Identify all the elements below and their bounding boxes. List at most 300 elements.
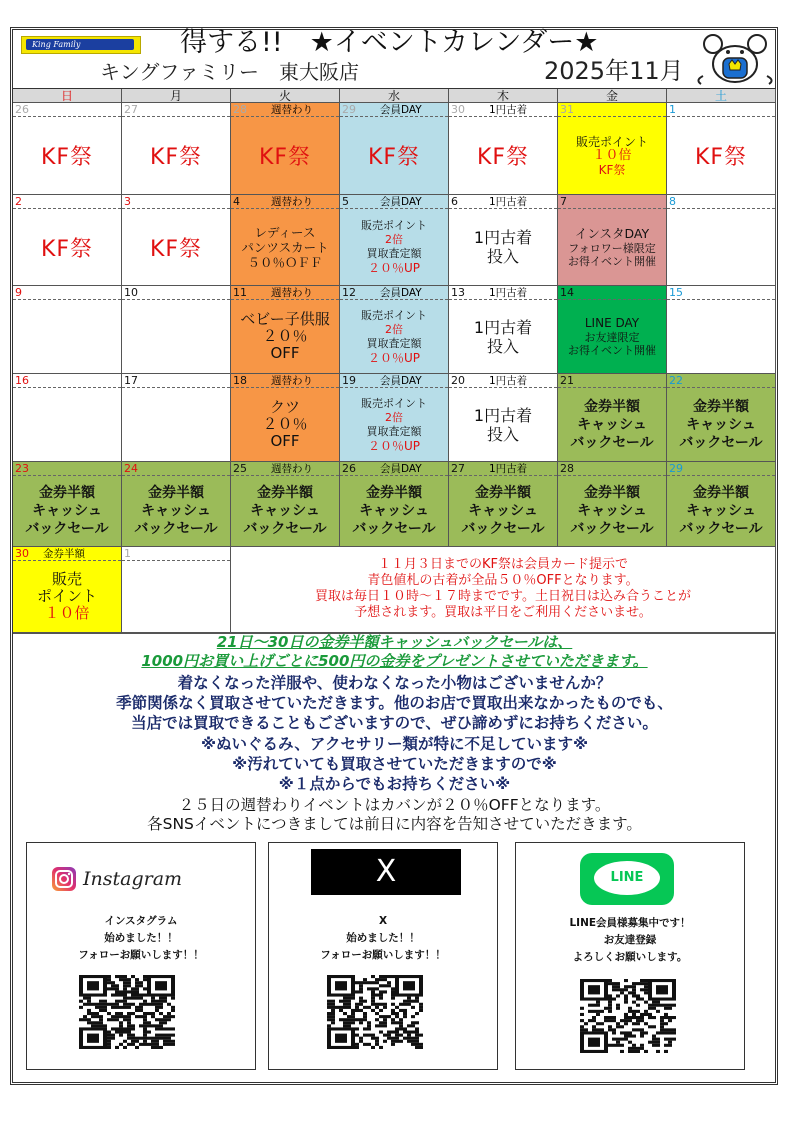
calendar-day-cell <box>13 374 122 462</box>
day-event-text <box>240 311 329 362</box>
event-line: 金券半額 <box>38 485 95 501</box>
day-header <box>231 286 339 300</box>
event-line: キャッシュ <box>686 503 756 519</box>
day-event <box>122 388 230 461</box>
day-header <box>667 103 775 117</box>
day-label: 週替わり <box>271 196 313 208</box>
calendar-day-cell <box>558 195 667 286</box>
instagram-text2: 始めました！！ <box>104 932 178 944</box>
calendar-day-cell <box>122 195 231 286</box>
event-info-line2: 各SNSイベントにつきましては前日に内容を告知させていただきます。 <box>147 815 642 833</box>
instagram-icon <box>49 867 79 891</box>
day-header <box>449 286 557 300</box>
instagram-text1: インスタグラム <box>104 915 178 927</box>
buy-info-line3: 当店では買取できることもございますので、ぜひ諦めずにお持ちください。 <box>131 714 658 732</box>
event-line: ２０％ <box>262 415 308 433</box>
calendar-day-cell <box>231 462 340 547</box>
weekday-header: 水 <box>340 89 449 103</box>
calendar-day-cell <box>122 286 231 374</box>
calendar-day-cell <box>122 103 231 195</box>
event-line: お得イベント開催 <box>568 255 656 268</box>
calendar-day-cell <box>667 374 776 462</box>
day-header <box>558 195 666 209</box>
day-event <box>122 117 230 194</box>
day-event-text <box>576 135 648 177</box>
day-number: 8 <box>669 195 676 208</box>
weekday-header: 日 <box>13 89 122 103</box>
day-header <box>13 195 121 209</box>
event-line: KF祭 <box>598 162 626 177</box>
day-event <box>558 117 666 194</box>
buy-info-line5: ※汚れていても買取させていただきますので※ <box>232 755 557 773</box>
x-logo <box>311 849 461 895</box>
day-number: 31 <box>560 103 574 116</box>
day-event-text <box>477 140 529 171</box>
logo-text: King Family <box>26 39 134 50</box>
event-line: KF祭 <box>694 145 748 170</box>
day-number: 1 <box>124 547 131 560</box>
day-number: 30 <box>15 547 29 560</box>
day-number: 14 <box>560 286 574 299</box>
day-label: 週替わり <box>271 287 313 299</box>
event-line: 販売ポイント <box>361 219 427 232</box>
event-line: バックセール <box>570 434 654 451</box>
day-number: 6 <box>451 195 458 208</box>
calendar-day-cell <box>449 286 558 374</box>
day-header <box>558 103 666 117</box>
day-label: 金券半額 <box>43 548 85 560</box>
event-line: １０倍 <box>44 604 90 622</box>
day-number: 5 <box>342 195 349 208</box>
event-line: KF祭 <box>367 145 421 170</box>
event-line: OFF <box>270 432 300 450</box>
weekday-header: 土 <box>667 89 776 103</box>
day-event-text <box>474 318 532 356</box>
day-label: 週替わり <box>271 463 313 475</box>
day-number: 21 <box>560 374 574 387</box>
event-line: 2倍 <box>385 322 403 336</box>
day-number: 12 <box>342 286 356 299</box>
line-box <box>515 842 745 1070</box>
day-event <box>13 561 121 632</box>
day-event-text <box>679 484 762 538</box>
event-line: インスタDAY <box>574 226 650 241</box>
day-number: 7 <box>560 195 567 208</box>
note-line: 青色値札の古着が全品５０％OFFとなります。 <box>367 573 639 588</box>
day-event <box>449 388 557 461</box>
day-number: 28 <box>233 103 247 116</box>
day-event-text <box>241 225 328 270</box>
event-line: ５０％ＯＦＦ <box>247 254 323 270</box>
day-label: 会員DAY <box>380 287 422 299</box>
day-label: 1円古着 <box>489 196 528 208</box>
calendar-day-cell <box>667 462 776 547</box>
day-header <box>122 195 230 209</box>
calendar-day-cell <box>122 547 231 633</box>
calendar-day-cell <box>13 103 122 195</box>
x-box <box>268 842 498 1070</box>
day-event <box>122 300 230 373</box>
day-number: 29 <box>342 103 356 116</box>
event-line: ２０％UP <box>367 261 421 275</box>
event-line: お友達限定 <box>584 331 640 344</box>
day-event-text <box>37 571 97 622</box>
day-event <box>231 476 339 546</box>
day-event <box>667 476 775 546</box>
instagram-text3: フォローお願いします！！ <box>78 949 204 961</box>
weekday-header: 木 <box>449 89 558 103</box>
event-line: KF祭 <box>476 145 530 170</box>
day-event-text <box>474 406 532 444</box>
line-text1: LINE会員様募集中です！ <box>569 917 691 929</box>
day-header <box>449 103 557 117</box>
day-header <box>340 195 448 209</box>
line-text2: お友達登録 <box>603 934 657 946</box>
calendar-day-cell <box>13 547 122 633</box>
line-icon <box>580 853 674 905</box>
day-event <box>667 300 775 373</box>
day-label: 会員DAY <box>380 375 422 387</box>
calendar-day-cell <box>449 103 558 195</box>
day-label: 1円古着 <box>489 375 528 387</box>
event-line: 販売ポイント <box>361 396 427 410</box>
day-number: 15 <box>669 286 683 299</box>
day-header <box>340 103 448 117</box>
calendar-day-cell <box>231 103 340 195</box>
day-event <box>449 209 557 285</box>
weekday-header: 金 <box>558 89 667 103</box>
day-event <box>231 388 339 461</box>
calendar-day-cell <box>667 286 776 374</box>
day-label: 1円古着 <box>489 104 528 116</box>
day-event-text <box>25 484 108 538</box>
day-header <box>449 374 557 388</box>
calendar-day-cell <box>13 462 122 547</box>
calendar-day-cell <box>231 374 340 462</box>
note-line: 予想されます。買取は平日をご利用くださいませ。 <box>354 605 652 620</box>
day-header <box>13 103 121 117</box>
day-label: 会員DAY <box>380 196 422 208</box>
weekday-header: 火 <box>231 89 340 103</box>
day-event <box>122 209 230 285</box>
sale-info-line1: 21日～30日の金券半額キャッシュバックセールは、 <box>216 633 573 651</box>
day-label: 会員DAY <box>380 104 422 116</box>
day-event <box>340 300 448 373</box>
event-line: バックセール <box>679 434 763 451</box>
page-title: 得する!! ★イベントカレンダー★ <box>180 27 599 58</box>
day-event-text <box>679 398 762 452</box>
event-line: LINE DAY <box>584 316 640 330</box>
day-header <box>231 103 339 117</box>
day-event-text <box>695 140 747 171</box>
day-event-text <box>134 484 217 538</box>
day-event <box>449 476 557 546</box>
line-qr-code <box>580 979 676 1053</box>
event-line: キャッシュ <box>468 503 538 519</box>
calendar-day-cell <box>122 462 231 547</box>
event-line: パンツスカート <box>241 239 329 255</box>
event-line: 金券半額 <box>583 398 640 415</box>
day-number: 3 <box>124 195 131 208</box>
day-event-text <box>262 399 307 450</box>
day-event <box>667 388 775 461</box>
day-number: 2 <box>15 195 22 208</box>
event-line: キャッシュ <box>250 503 320 519</box>
calendar-day-cell <box>667 195 776 286</box>
event-line: 投入 <box>486 336 519 356</box>
store-name: キングファミリー 東大阪店 <box>100 60 359 84</box>
event-line: KF祭 <box>40 236 94 262</box>
event-line: 買取査定額 <box>366 424 422 438</box>
event-line: ２０％UP <box>367 438 421 453</box>
instagram-logo-text: Instagram <box>83 868 183 890</box>
day-label: 1円古着 <box>489 287 528 299</box>
day-event-text <box>361 397 427 453</box>
day-number: 16 <box>15 374 29 387</box>
day-event <box>13 209 121 285</box>
day-number: 10 <box>124 286 138 299</box>
day-number: 23 <box>15 462 29 475</box>
day-event <box>340 476 448 546</box>
king-family-logo <box>21 36 141 54</box>
calendar-day-cell <box>231 195 340 286</box>
event-line: バックセール <box>352 521 436 537</box>
day-event-text <box>461 484 544 538</box>
day-event-text <box>41 140 93 171</box>
x-text2: 始めました！！ <box>346 932 420 944</box>
day-event-text <box>361 309 427 365</box>
event-line: キャッシュ <box>141 503 211 519</box>
day-event <box>231 209 339 285</box>
day-number: 19 <box>342 374 356 387</box>
note-line: 買取は毎日１０時～１７時までです。土日祝日は込み合うことが <box>315 589 691 604</box>
day-number: 4 <box>233 195 240 208</box>
day-event-text <box>474 228 532 266</box>
day-event <box>13 300 121 373</box>
event-line: バックセール <box>679 521 763 537</box>
event-line: バックセール <box>25 521 109 537</box>
day-event <box>340 117 448 194</box>
event-line: 金券半額 <box>365 485 422 501</box>
event-line: キャッシュ <box>359 503 429 519</box>
weekday-header: 月 <box>122 89 231 103</box>
day-number: 11 <box>233 286 247 299</box>
day-header <box>231 195 339 209</box>
day-header <box>340 374 448 388</box>
calendar-day-cell <box>340 374 449 462</box>
event-line: 金券半額 <box>583 485 640 501</box>
calendar-day-cell <box>340 462 449 547</box>
day-header <box>667 462 775 476</box>
day-event-text <box>568 316 656 357</box>
day-number: 1 <box>669 103 676 116</box>
calendar-day-cell <box>13 195 122 286</box>
day-number: 27 <box>124 103 138 116</box>
day-number: 18 <box>233 374 247 387</box>
day-header <box>231 374 339 388</box>
day-header <box>13 462 121 476</box>
day-label: 1円古着 <box>489 463 528 475</box>
day-header <box>231 462 339 476</box>
day-event <box>13 117 121 194</box>
day-event <box>449 117 557 194</box>
x-text3: フォローお願いします！！ <box>320 949 446 961</box>
calendar-day-cell <box>558 462 667 547</box>
day-event-text <box>259 140 311 171</box>
event-line: クツ <box>269 398 300 416</box>
buy-info-line6: ※１点からでもお持ちください※ <box>278 775 511 793</box>
line-text3: よろしくお願いします。 <box>572 951 688 963</box>
year-month: 2025年11月 <box>544 57 684 85</box>
day-number: 9 <box>15 286 22 299</box>
x-qr-code <box>327 975 423 1049</box>
day-header <box>122 374 230 388</box>
event-line: キャッシュ <box>32 503 102 519</box>
event-line: 販売ポイント <box>575 134 648 149</box>
calendar-day-cell <box>449 374 558 462</box>
event-line: 金券半額 <box>692 485 749 501</box>
x-icon: X <box>375 854 397 889</box>
calendar-day-cell <box>449 195 558 286</box>
day-header <box>340 462 448 476</box>
day-number: 24 <box>124 462 138 475</box>
day-event <box>558 476 666 546</box>
event-line: 金券半額 <box>256 485 313 501</box>
event-info-line1: ２５日の週替わりイベントはカバンが２０％OFFとなります。 <box>178 796 611 814</box>
day-number: 27 <box>451 462 465 475</box>
day-event-text <box>243 484 326 538</box>
buy-info-line1: 着なくなった洋服や、使わなくなった小物はございませんか？ <box>177 674 612 692</box>
calendar-day-cell <box>13 286 122 374</box>
day-number: 26 <box>15 103 29 116</box>
event-line: バックセール <box>134 521 218 537</box>
event-line: 金券半額 <box>692 398 749 415</box>
day-event <box>558 388 666 461</box>
day-number: 13 <box>451 286 465 299</box>
calendar-day-cell <box>340 286 449 374</box>
day-event <box>122 476 230 546</box>
calendar-day-cell <box>340 195 449 286</box>
day-event <box>667 209 775 285</box>
calendar-day-cell <box>449 462 558 547</box>
day-event-text <box>361 219 427 275</box>
buy-info-line2: 季節関係なく買取させていただきます。他のお店で買取出来なかったものでも、 <box>116 694 673 712</box>
day-event-text <box>368 140 420 171</box>
day-event <box>558 300 666 373</box>
event-line: キャッシュ <box>686 416 756 433</box>
event-line: KF祭 <box>149 145 203 170</box>
event-line: 投入 <box>486 247 519 266</box>
calendar-day-cell <box>231 286 340 374</box>
day-event-text <box>570 484 653 538</box>
event-line: バックセール <box>570 521 654 537</box>
day-header <box>13 286 121 300</box>
event-line: ベビー子供服 <box>240 310 330 328</box>
day-event <box>449 300 557 373</box>
x-text1: X <box>378 915 388 927</box>
event-line: OFF <box>270 344 300 362</box>
day-number: 20 <box>451 374 465 387</box>
event-line: KF祭 <box>149 236 203 262</box>
instagram-qr-code <box>79 975 175 1049</box>
event-line: バックセール <box>243 521 327 537</box>
calendar-day-cell <box>667 103 776 195</box>
day-event-text <box>568 226 656 268</box>
day-header <box>558 462 666 476</box>
event-line: 金券半額 <box>147 485 204 501</box>
day-event-text <box>570 398 653 452</box>
day-event-text <box>150 232 202 263</box>
event-line: 買取査定額 <box>366 336 422 350</box>
day-header <box>122 462 230 476</box>
event-line: KF祭 <box>40 145 94 170</box>
day-event <box>13 476 121 546</box>
day-header <box>13 374 121 388</box>
line-logo-text: LINE <box>610 870 644 885</box>
day-header <box>122 547 230 561</box>
day-number: 28 <box>560 462 574 475</box>
day-header <box>340 286 448 300</box>
event-line: フォロワー様限定 <box>568 242 656 255</box>
day-event-text <box>352 484 435 538</box>
day-header <box>449 195 557 209</box>
day-header <box>558 286 666 300</box>
event-line: 販売 <box>51 570 82 588</box>
day-header <box>667 374 775 388</box>
instagram-box <box>26 842 256 1070</box>
event-line: バックセール <box>461 521 545 537</box>
event-line: 金券半額 <box>474 485 531 501</box>
day-header <box>122 286 230 300</box>
calendar-day-cell <box>558 374 667 462</box>
day-event-text <box>150 140 202 171</box>
day-header <box>558 374 666 388</box>
day-header <box>449 462 557 476</box>
event-line: お得イベント開催 <box>568 344 656 357</box>
buy-info-line4: ※ぬいぐるみ、アクセサリー類が特に不足しています※ <box>200 735 589 753</box>
calendar-day-cell <box>122 374 231 462</box>
day-header <box>13 547 121 561</box>
event-line: キャッシュ <box>577 416 647 433</box>
kf-festival-note <box>231 547 776 633</box>
calendar-day-cell <box>558 286 667 374</box>
event-line: 2倍 <box>385 233 403 246</box>
day-event <box>231 117 339 194</box>
note-text <box>231 557 775 621</box>
day-event <box>340 209 448 285</box>
event-line: 1円古着 <box>473 405 533 425</box>
day-label: 週替わり <box>271 104 313 116</box>
day-label: 週替わり <box>271 375 313 387</box>
day-event-text <box>41 232 93 263</box>
event-line: 販売ポイント <box>361 308 427 322</box>
event-line: ポイント <box>36 587 97 605</box>
day-event <box>340 388 448 461</box>
event-line: 2倍 <box>385 410 403 424</box>
event-line: 1円古着 <box>473 317 533 337</box>
calendar-day-cell <box>340 103 449 195</box>
day-event <box>13 388 121 461</box>
event-line: ２０％ <box>262 327 308 345</box>
day-number: 30 <box>451 103 465 116</box>
day-label: 会員DAY <box>380 463 422 475</box>
day-number: 29 <box>669 462 683 475</box>
event-line: KF祭 <box>258 145 312 170</box>
day-number: 25 <box>233 462 247 475</box>
event-line: 1円古着 <box>473 228 533 247</box>
day-event <box>667 117 775 194</box>
event-line: ２０％UP <box>367 350 421 365</box>
